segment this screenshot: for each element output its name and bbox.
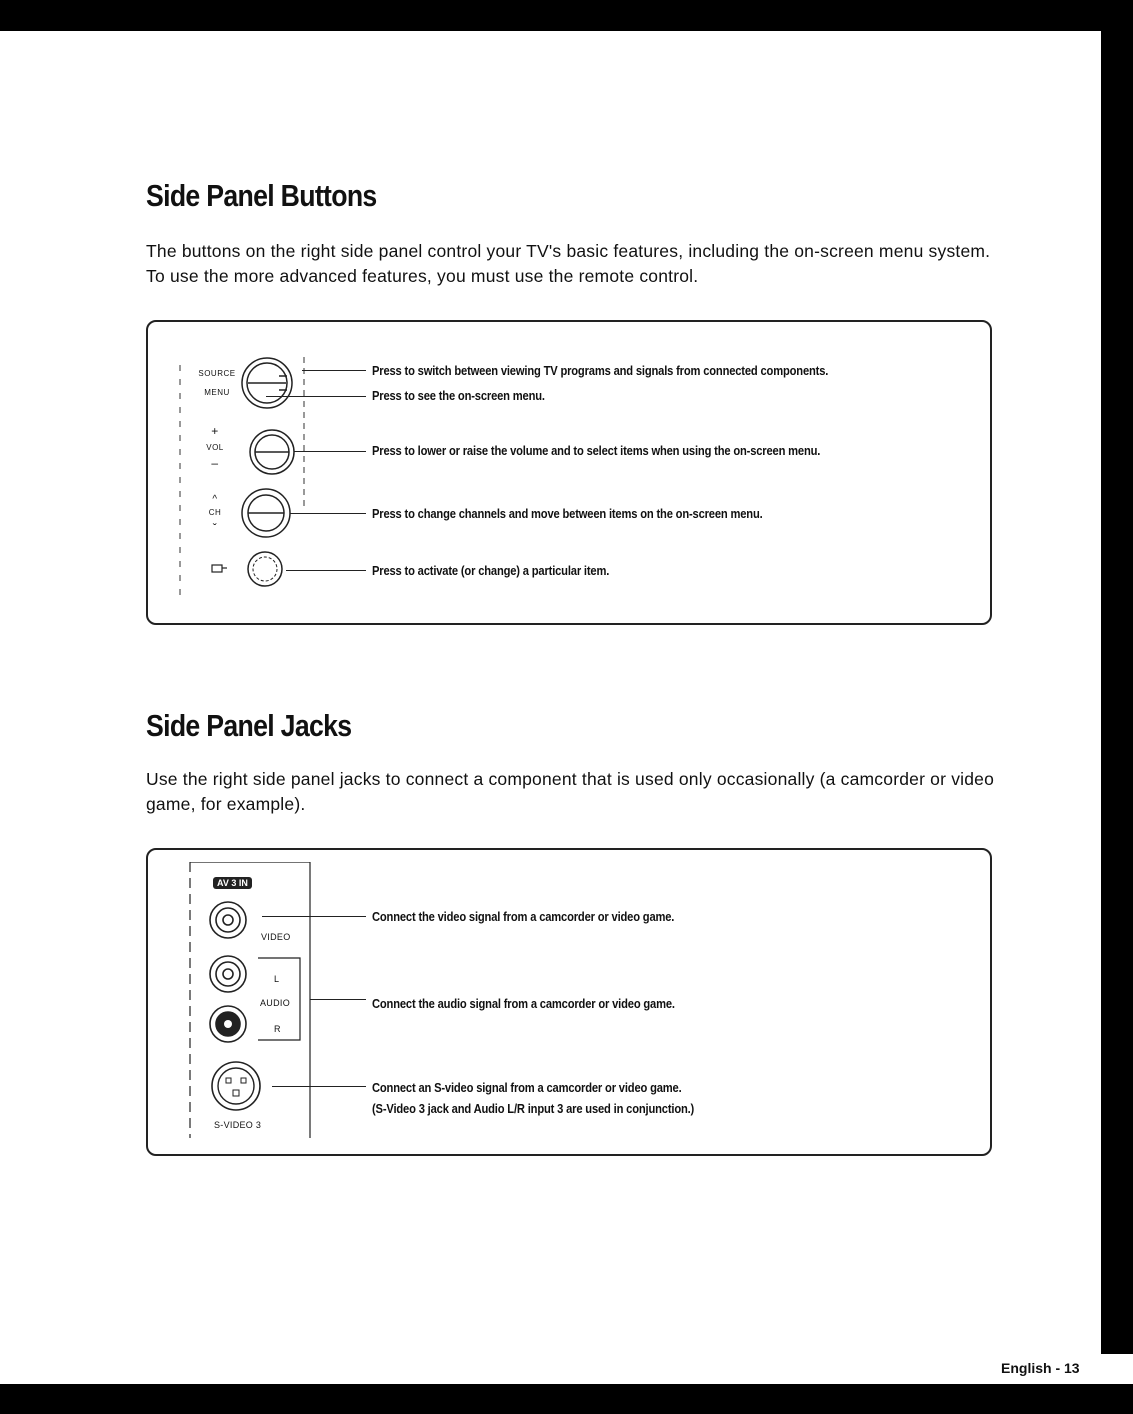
svideo-leader-line	[272, 1086, 366, 1087]
buttons-section-title: Side Panel Buttons	[146, 178, 377, 213]
ch-leader-line	[290, 513, 366, 514]
vol-minus-label: –	[211, 456, 219, 470]
ch-up-label: ^	[212, 494, 218, 505]
top-border-bar	[0, 0, 1133, 31]
svideo-jack-label: S-VIDEO 3	[214, 1120, 262, 1130]
audio-leader-line	[310, 999, 366, 1000]
audio-r-label: R	[274, 1024, 281, 1034]
vol-callout: Press to lower or raise the volume and to select items when using the on-screen menu.	[372, 443, 821, 458]
video-leader-line	[262, 916, 366, 917]
side-panel-buttons-drawing	[176, 335, 316, 605]
enter-icon	[212, 565, 227, 572]
jacks-section-title: Side Panel Jacks	[146, 708, 352, 743]
source-callout: Press to switch between viewing TV programs and signals from connected components.	[372, 363, 829, 378]
video-jack[interactable]	[210, 902, 246, 938]
right-border-bar	[1101, 0, 1133, 1354]
audio-l-label: L	[274, 974, 280, 984]
video-callout: Connect the video signal from a camcorder or video game.	[372, 909, 675, 924]
audio-callout: Connect the audio signal from a camcorder or video game.	[372, 996, 675, 1011]
enter-button[interactable]	[248, 552, 282, 586]
volume-rocker-button[interactable]	[250, 430, 294, 474]
svideo-callout-line2: (S-Video 3 jack and Audio L/R input 3 are used in conjunction.)	[372, 1101, 695, 1116]
audio-right-jack[interactable]	[210, 1006, 246, 1042]
ch-down-label: ˇ	[212, 521, 218, 535]
vol-plus-label: +	[211, 424, 219, 438]
video-jack-label: VIDEO	[261, 932, 291, 942]
jacks-section-intro: Use the right side panel jacks to connect a component that is used only occasionally (a camcorder or video game, for example).	[146, 769, 995, 814]
page-number-footer: English - 13	[1001, 1360, 1080, 1376]
enter-leader-line	[286, 570, 366, 571]
menu-leader-line	[266, 396, 366, 397]
audio-label: AUDIO	[260, 998, 291, 1008]
audio-left-jack[interactable]	[210, 956, 246, 992]
source-menu-button[interactable]	[242, 358, 292, 408]
bottom-border-bar	[0, 1384, 1133, 1414]
av3-in-badge: AV 3 IN	[213, 877, 252, 889]
svideo-jack[interactable]	[212, 1062, 260, 1110]
buttons-section-intro: The buttons on the right side panel control your TV's basic features, including the on-screen menu system. To use the more advanced features, you must use the remote control.	[146, 241, 991, 286]
ch-label: CH	[208, 508, 222, 517]
vol-leader-line	[294, 451, 366, 452]
vol-label: VOL	[206, 443, 224, 452]
source-label: SOURCE	[198, 369, 236, 378]
ch-callout: Press to change channels and move between items on the on-screen menu.	[372, 506, 763, 521]
menu-callout: Press to see the on-screen menu.	[372, 388, 545, 403]
side-panel-jacks-drawing	[188, 862, 318, 1142]
channel-rocker-button[interactable]	[242, 489, 290, 537]
menu-label: MENU	[204, 388, 230, 397]
source-leader-line	[302, 370, 366, 371]
enter-callout: Press to activate (or change) a particular item.	[372, 563, 610, 578]
svideo-callout-line1: Connect an S-video signal from a camcorder or video game.	[372, 1080, 682, 1095]
